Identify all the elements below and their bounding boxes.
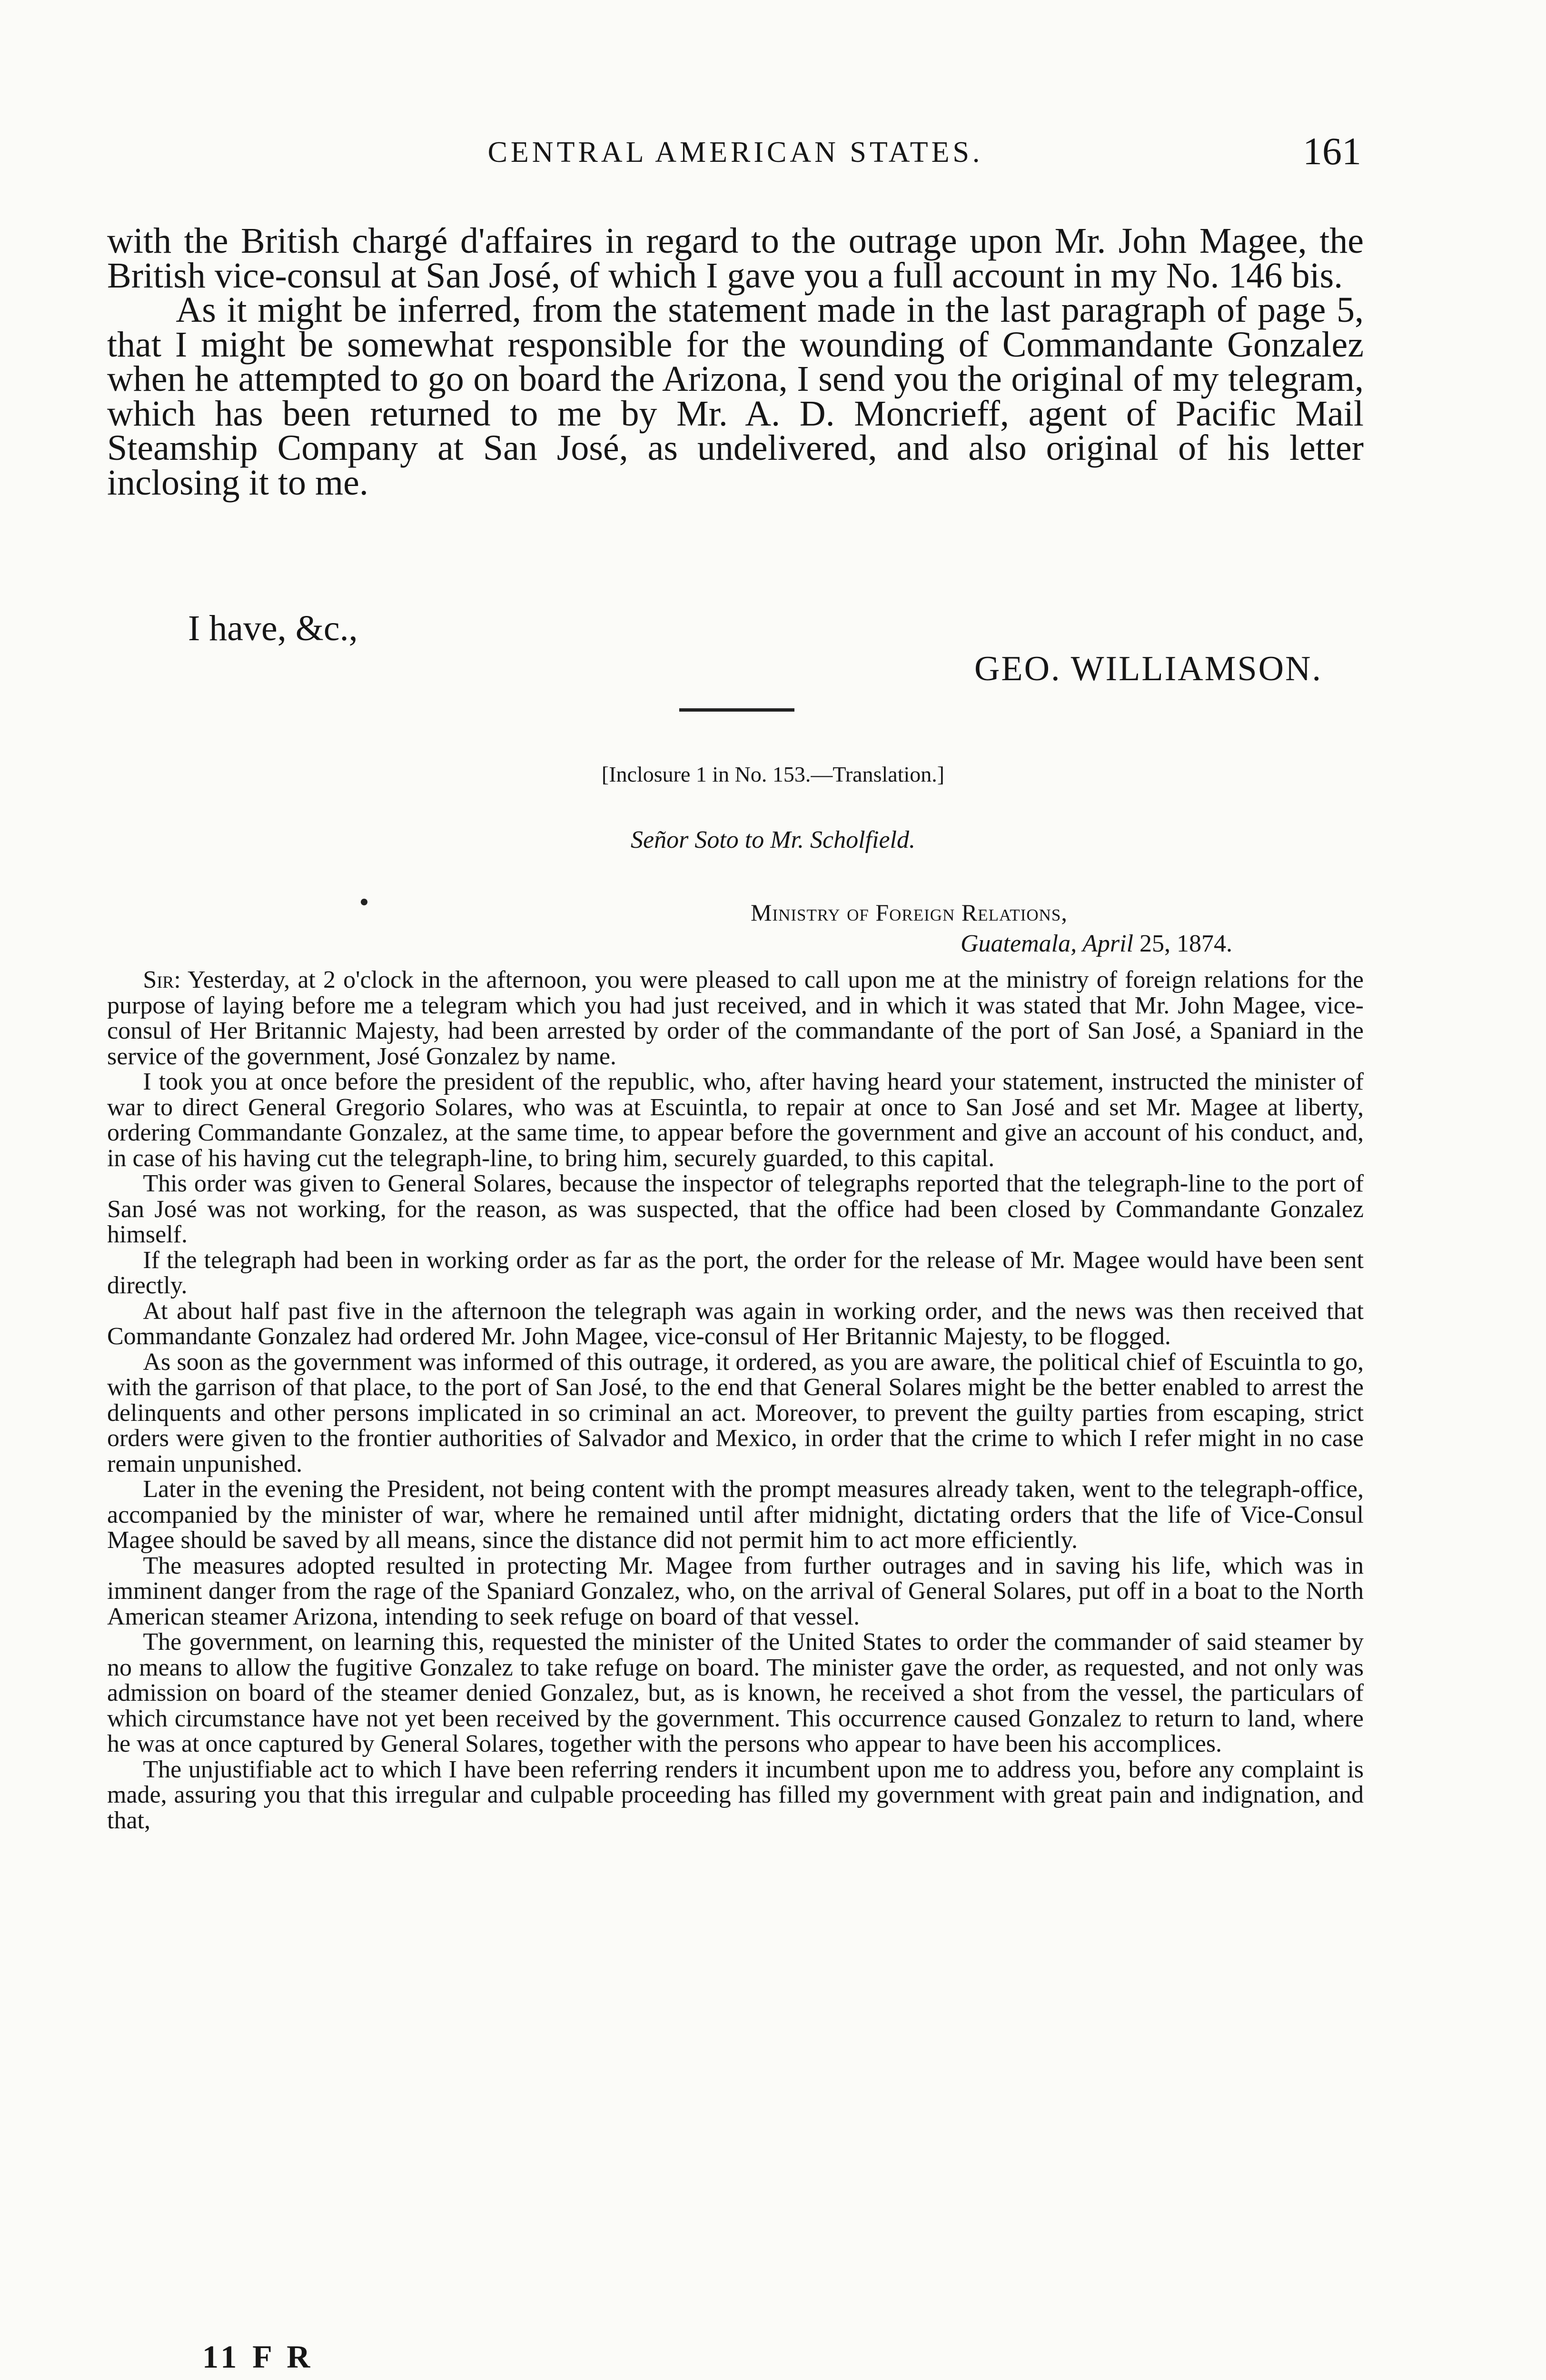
dateline — [961, 930, 1232, 958]
letter-subtitle: Señor Soto to Mr. Scholfield. — [631, 826, 915, 853]
body-paragraph: The unjustifiable act to which I have been referring renders it incumbent upon me to address you, before any complaint is made, assuring you that this irregular and culpable proceeding has filled my government with great pain and indignation, and that, — [107, 1755, 1364, 1834]
running-head: CENTRAL AMERICAN STATES. — [487, 136, 983, 169]
signature: GEO. WILLIAMSON. — [974, 649, 1322, 688]
dateline-place: Guatemala, April — [961, 930, 1134, 957]
body-paragraph: This order was given to General Solares, because the inspector of telegraphs reported that the telegraph-line to the port of San José was not working, for the reason, as was suspected, that the office had been closed by Commandante Gonzalez himself. — [107, 1170, 1364, 1248]
body-paragraph: If the telegraph had been in working order as far as the port, the order for the release of Mr. Magee would have been sent directly. — [107, 1246, 1364, 1299]
section-divider — [679, 708, 794, 712]
dateline-day: 25, 1874. — [1140, 930, 1233, 957]
page-header — [105, 129, 1366, 188]
body-paragraph — [107, 967, 1364, 1069]
lead-paragraph-2: As it might be inferred, from the statement made in the last paragraph of page 5, that I might be somewhat responsible for the wounding of Commandante Gonzalez when he attempted to go on board the Arizona, I send you the original of my telegram, which has been returned to me by Mr. A. D. Moncrieff, agent of Pacific Mail Steamship Company at San José, as undelivered, and also original of his letter inclosing it to me. — [107, 290, 1364, 503]
body-paragraph: I took you at once before the president of the republic, who, after having heard your statement, instructed the minister of war to direct General Gregorio Solares, who was at Escuintla, to repair at once to San José and set Mr. Magee at liberty, ordering Commandante Gonzalez, at the same time, to appear before the government and give an account of his conduct, and, in case of his having cut the telegraph-line, to bring him, securely guarded, to this capital. — [107, 1068, 1364, 1172]
lead-paragraphs — [107, 221, 1364, 503]
bullet-mark — [361, 899, 367, 905]
lead-paragraph-1: with the British chargé d'affaires in regard to the outrage upon Mr. John Magee, the British vice-consul at San José, of which I gave you a full account in my No. 146 bis. — [107, 221, 1364, 296]
body-paragraph: At about half past five in the afternoon the telegraph was again in working order, and the news was then received that Commandante Gonzalez had ordered Mr. John Magee, vice-consul of Her Britannic Majesty, to be flogged. — [107, 1297, 1364, 1350]
closing: I have, &c., — [188, 608, 358, 648]
enclosure-heading: [Inclosure 1 in No. 153.—Translation.] — [601, 762, 945, 786]
body-paragraph: The measures adopted resulted in protecting Mr. Magee from further outrages and in saving his life, which was in imminent danger from the rage of the Spaniard Gonzalez, who, on the arrival of General Solares, put off in a boat to the North American steamer Arizona, intending to seek refuge on board of that vessel. — [107, 1552, 1364, 1630]
ministry-line: Ministry of Foreign Relations, — [751, 899, 1068, 926]
body-paragraph: The government, on learning this, requested the minister of the United States to order the commander of said steamer by no means to allow the fugitive Gonzalez to take refuge on board. The minister gave the order, as requested, and not only was admission on board of the steamer denied Gonzalez, but, as is known, he received a shot from the vessel, the particulars of which circumstance have not yet been received by the government. This occurrence caused Gonzalez to return to land, where he was at once captured by General Solares, together with the persons who appear to have been his accomplices. — [107, 1628, 1364, 1757]
page-number: 161 — [1303, 129, 1361, 173]
body-paragraph: Later in the evening the President, not being content with the prompt measures already taken, went to the telegraph-office, accompanied by the minister of war, where he remained until after midnight, dictating orders that the life of Vice-Consul Magee should be saved by all means, since the distance did not permit him to act more efficiently. — [107, 1476, 1364, 1554]
body-paragraph: As soon as the government was informed of this outrage, it ordered, as you are aware, the political chief of Escuintla to go, with the garrison of that place, to the port of San José, to the end that General Solares might be the better enabled to arrest the delinquents and other persons implicated in so criminal an act. Moreover, to prevent the guilty parties from escaping, strict orders were given to the frontier authorities of Salvador and Mexico, in order that the crime to which I refer might in no case remain unpunished. — [107, 1348, 1364, 1478]
letter-body — [107, 967, 1364, 1833]
signature-mark: 11 F R — [202, 2339, 314, 2375]
body-paragraph-text: : Yesterday, at 2 o'clock in the afternoon, you were pleased to call upon me at the ministry of foreign relations for the purpose of laying before me a telegram which you had just received, and in which it was stated that Mr. John Magee, vice-consul of Her Britannic Majesty, had been arrested by order of the commandante of the port of San José, a Spaniard in the service of the government, José Gonzalez by name. — [107, 966, 1364, 1070]
salutation: Sir — [143, 966, 174, 993]
